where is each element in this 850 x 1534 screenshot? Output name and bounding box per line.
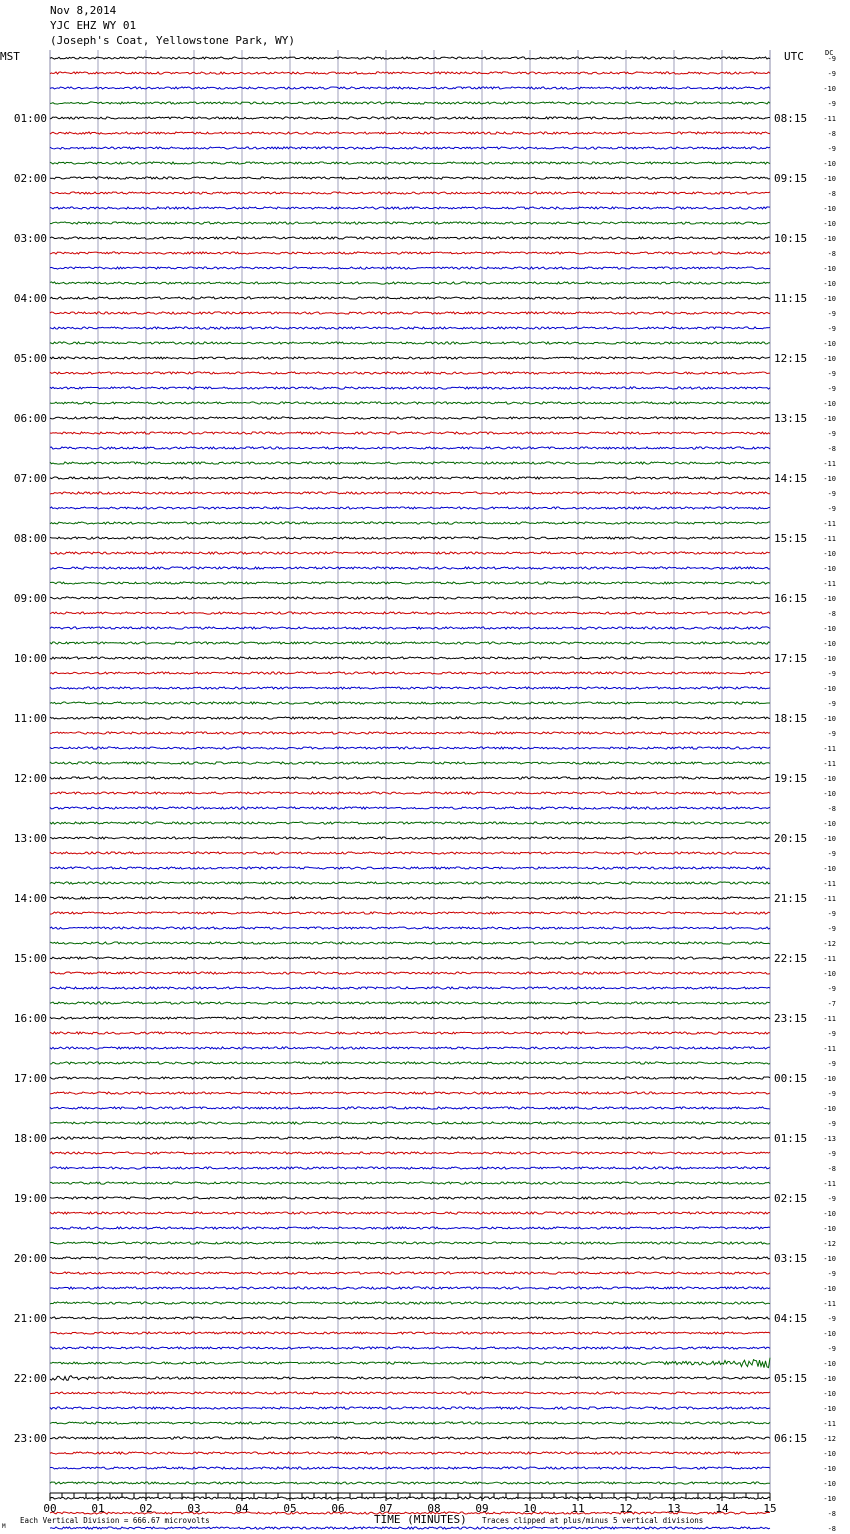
left-hour-label: 17:00 (13, 1072, 47, 1085)
right-hour-label: 01:15 (774, 1132, 808, 1145)
trace-row-21 (50, 372, 770, 374)
trace-row-71 (50, 1122, 770, 1124)
right-hour-label: 00:15 (774, 1072, 808, 1085)
clip-note: Traces clipped at plus/minus 5 vertical divisions (482, 1516, 704, 1525)
trace-row-20 (50, 357, 770, 359)
dc-offset-label: -10 (823, 160, 836, 168)
left-hour-label: 14:00 (13, 892, 47, 905)
dc-offset-label: -9 (827, 925, 836, 933)
dc-offset-label: -9 (827, 700, 836, 708)
dc-offset-label: -10 (823, 1465, 836, 1473)
dc-offset-label: -10 (823, 205, 836, 213)
trace-row-45 (50, 732, 770, 734)
dc-offset-label: -10 (823, 1075, 836, 1083)
right-hour-label: 05:15 (774, 1372, 808, 1385)
left-hour-label: 07:00 (13, 472, 47, 485)
dc-offset-label: -10 (823, 175, 836, 183)
dc-offset-label: -12 (823, 1240, 836, 1248)
trace-row-46 (50, 747, 770, 749)
left-axis-title: MST (0, 50, 20, 63)
left-hour-label: 02:00 (13, 172, 47, 185)
dc-offset-label: -9 (827, 985, 836, 993)
trace-row-2 (50, 87, 770, 89)
dc-offset-label: -12 (823, 940, 836, 948)
trace-row-36 (50, 597, 770, 599)
right-hour-label: 16:15 (774, 592, 808, 605)
trace-row-41 (50, 672, 770, 674)
trace-row-44 (50, 717, 770, 719)
trace-row-61 (50, 972, 770, 974)
right-hour-label: 22:15 (774, 952, 808, 965)
trace-row-76 (50, 1197, 770, 1199)
dc-offset-label: -10 (823, 355, 836, 363)
trace-row-62 (50, 987, 770, 989)
dc-offset-label: -11 (823, 1015, 836, 1023)
trace-row-35 (50, 582, 770, 584)
trace-row-92 (50, 1437, 770, 1439)
right-hour-label: 04:15 (774, 1312, 808, 1325)
dc-offset-label: -10 (823, 1330, 836, 1338)
dc-offset-label: -9 (827, 730, 836, 738)
trace-row-58 (50, 927, 770, 929)
trace-row-87 (50, 1358, 770, 1368)
recording-date: Nov 8,2014 (50, 4, 117, 17)
trace-row-47 (50, 762, 770, 764)
trace-row-30 (50, 507, 770, 509)
dc-offset-label: -9 (827, 1120, 836, 1128)
dc-offset-label: -10 (823, 280, 836, 288)
x-tick-label: 03 (187, 1502, 201, 1515)
dc-offset-label: -10 (823, 1495, 836, 1503)
dc-offset-label: -10 (823, 1375, 836, 1383)
dc-offset-label: -11 (823, 1045, 836, 1053)
trace-row-39 (50, 642, 770, 644)
trace-row-90 (50, 1407, 770, 1409)
trace-row-34 (50, 567, 770, 569)
left-hour-label: 13:00 (13, 832, 47, 845)
x-axis-label: TIME (MINUTES) (374, 1513, 467, 1526)
trace-row-57 (50, 912, 770, 914)
dc-offset-label: -9 (827, 1315, 836, 1323)
trace-row-32 (50, 537, 770, 539)
trace-row-23 (50, 402, 770, 404)
trace-row-77 (50, 1212, 770, 1214)
dc-offset-label: -10 (823, 655, 836, 663)
trace-row-56 (50, 897, 770, 899)
right-hour-label: 08:15 (774, 112, 808, 125)
dc-offset-label: -11 (823, 745, 836, 753)
left-hour-label: 21:00 (13, 1312, 47, 1325)
dc-offset-label: -8 (827, 1510, 836, 1518)
scale-note: Each Vertical Division = 666.67 microvolts (20, 1516, 210, 1525)
x-tick-label: 05 (283, 1502, 297, 1515)
trace-row-14 (50, 267, 770, 269)
dc-offset-label: -9 (827, 1090, 836, 1098)
trace-row-43 (50, 702, 770, 704)
right-hour-label: 13:15 (774, 412, 808, 425)
dc-offset-label: -10 (823, 565, 836, 573)
dc-offset-label: -10 (823, 625, 836, 633)
dc-offset-label: -10 (823, 1285, 836, 1293)
dc-offset-label: -9 (827, 1030, 836, 1038)
right-hour-label: 03:15 (774, 1252, 808, 1265)
trace-row-37 (50, 612, 770, 614)
dc-offset-label: -8 (827, 610, 836, 618)
trace-row-12 (50, 237, 770, 239)
trace-row-1 (50, 72, 770, 74)
right-hour-label: 02:15 (774, 1192, 808, 1205)
dc-offset-label: -9 (827, 670, 836, 678)
trace-row-49 (50, 792, 770, 794)
trace-row-84 (50, 1317, 770, 1319)
trace-row-98 (50, 1527, 770, 1529)
logo-mark: M (2, 1523, 6, 1530)
trace-row-67 (50, 1062, 770, 1064)
dc-offset-label: -9 (827, 310, 836, 318)
dc-offset-label: -10 (823, 685, 836, 693)
dc-offset-label: -10 (823, 865, 836, 873)
trace-row-42 (50, 687, 770, 689)
left-hour-label: 06:00 (13, 412, 47, 425)
dc-offset-label: -11 (823, 895, 836, 903)
dc-offset-label: -11 (823, 1180, 836, 1188)
trace-row-54 (50, 867, 770, 869)
trace-row-59 (50, 942, 770, 944)
left-hour-label: 19:00 (13, 1192, 47, 1205)
trace-row-73 (50, 1152, 770, 1154)
x-tick-label: 01 (91, 1502, 105, 1515)
right-hour-label: 09:15 (774, 172, 808, 185)
trace-row-75 (50, 1182, 770, 1184)
dc-offset-label: -10 (823, 475, 836, 483)
dc-offset-label: -10 (823, 595, 836, 603)
right-hour-label: 15:15 (774, 532, 808, 545)
trace-row-80 (50, 1257, 770, 1259)
dc-offset-label: -9 (827, 505, 836, 513)
trace-row-19 (50, 342, 770, 344)
dc-offset-label: -10 (823, 235, 836, 243)
station-id: YJC EHZ WY 01 (50, 19, 137, 32)
left-hour-label: 15:00 (13, 952, 47, 965)
trace-row-40 (50, 657, 770, 659)
right-hour-label: 23:15 (774, 1012, 808, 1025)
dc-offset-label: -11 (823, 760, 836, 768)
trace-row-6 (50, 147, 770, 149)
trace-row-31 (50, 522, 770, 524)
dc-offset-label: -10 (823, 715, 836, 723)
dc-offset-label: -13 (823, 1135, 836, 1143)
dc-label: DC (825, 49, 834, 57)
dc-offset-label: -9 (827, 1345, 836, 1353)
right-hour-label: 10:15 (774, 232, 808, 245)
dc-offset-label: -9 (827, 1270, 836, 1278)
dc-offset-label: -10 (823, 820, 836, 828)
left-hour-label: 08:00 (13, 532, 47, 545)
seismic-traces (50, 57, 770, 1534)
left-hour-label: 10:00 (13, 652, 47, 665)
dc-offset-label: -10 (823, 1255, 836, 1263)
right-hour-label: 21:15 (774, 892, 808, 905)
dc-offset-label: -9 (827, 910, 836, 918)
trace-row-17 (50, 312, 770, 314)
dc-offset-label: -10 (823, 1480, 836, 1488)
left-hour-label: 04:00 (13, 292, 47, 305)
dc-offset-label: -9 (827, 385, 836, 393)
trace-row-24 (50, 417, 770, 419)
trace-row-79 (50, 1242, 770, 1244)
left-hour-label: 16:00 (13, 1012, 47, 1025)
left-hour-label: 12:00 (13, 772, 47, 785)
dc-offset-label: -10 (823, 340, 836, 348)
dc-offset-label: -8 (827, 1525, 836, 1533)
trace-row-85 (50, 1332, 770, 1334)
trace-row-64 (50, 1017, 770, 1019)
dc-offset-label: -8 (827, 805, 836, 813)
right-hour-label: 18:15 (774, 712, 808, 725)
trace-row-18 (50, 327, 770, 329)
dc-offset-label: -9 (827, 100, 836, 108)
trace-row-63 (50, 1002, 770, 1004)
right-hour-label: 19:15 (774, 772, 808, 785)
x-tick-label: 11 (571, 1502, 585, 1515)
dc-offset-label: -10 (823, 640, 836, 648)
dc-offset-label: -10 (823, 550, 836, 558)
trace-row-8 (50, 177, 770, 179)
trace-row-26 (50, 447, 770, 449)
x-tick-label: 00 (43, 1502, 57, 1515)
dc-offset-label: -11 (823, 460, 836, 468)
trace-row-81 (50, 1272, 770, 1274)
trace-row-53 (50, 852, 770, 854)
left-hour-label: 22:00 (13, 1372, 47, 1385)
trace-row-70 (50, 1107, 770, 1109)
trace-row-74 (50, 1167, 770, 1169)
dc-offset-label: -10 (823, 85, 836, 93)
dc-offset-label: -11 (823, 1300, 836, 1308)
dc-offset-label: -9 (827, 70, 836, 78)
trace-row-10 (50, 207, 770, 209)
dc-offset-label: -7 (827, 1000, 836, 1008)
dc-offset-label: -9 (827, 850, 836, 858)
dc-offset-label: -9 (827, 1060, 836, 1068)
x-tick-label: 13 (667, 1502, 681, 1515)
dc-offset-label: -9 (827, 430, 836, 438)
x-tick-label: 04 (235, 1502, 249, 1515)
dc-offset-label: -9 (827, 490, 836, 498)
trace-row-33 (50, 552, 770, 554)
trace-row-65 (50, 1032, 770, 1034)
left-hour-label: 09:00 (13, 592, 47, 605)
station-location: (Joseph's Coat, Yellowstone Park, WY) (50, 34, 296, 47)
dc-offset-label: -10 (823, 265, 836, 273)
trace-row-9 (50, 192, 770, 194)
dc-offset-label: -9 (827, 1195, 836, 1203)
right-hour-label: 20:15 (774, 832, 808, 845)
dc-offset-label: -8 (827, 445, 836, 453)
dc-offset-label: -11 (823, 535, 836, 543)
dc-offset-label: -11 (823, 115, 836, 123)
dc-offset-label: -11 (823, 520, 836, 528)
trace-row-15 (50, 282, 770, 284)
dc-offset-label: -9 (827, 55, 836, 63)
trace-row-38 (50, 627, 770, 629)
trace-row-69 (50, 1092, 770, 1094)
dc-offset-label: -10 (823, 970, 836, 978)
dc-offset-label: -10 (823, 415, 836, 423)
trace-row-66 (50, 1047, 770, 1049)
dc-offset-label: -9 (827, 325, 836, 333)
dc-offset-label: -10 (823, 295, 836, 303)
dc-offset-label: -11 (823, 955, 836, 963)
trace-row-25 (50, 432, 770, 434)
dc-offset-label: -11 (823, 880, 836, 888)
dc-offset-label: -9 (827, 370, 836, 378)
dc-offset-label: -9 (827, 1150, 836, 1158)
x-tick-label: 06 (331, 1502, 345, 1515)
dc-offset-label: -8 (827, 130, 836, 138)
dc-offset-label: -10 (823, 220, 836, 228)
x-tick-label: 02 (139, 1502, 153, 1515)
trace-row-91 (50, 1422, 770, 1424)
trace-row-7 (50, 162, 770, 164)
trace-row-86 (50, 1347, 770, 1349)
dc-offset-label: -10 (823, 1225, 836, 1233)
trace-row-28 (50, 477, 770, 479)
x-tick-label: 08 (427, 1502, 441, 1515)
trace-row-68 (50, 1077, 770, 1079)
dc-offset-label: -10 (823, 1450, 836, 1458)
trace-row-0 (50, 57, 770, 59)
trace-row-5 (50, 132, 770, 134)
right-axis-title: UTC (784, 50, 804, 63)
trace-row-55 (50, 882, 770, 884)
trace-row-29 (50, 492, 770, 494)
trace-row-3 (50, 102, 770, 104)
dc-offset-label: -10 (823, 775, 836, 783)
trace-row-50 (50, 807, 770, 809)
dc-offset-label: -12 (823, 1435, 836, 1443)
left-hour-label: 01:00 (13, 112, 47, 125)
trace-row-13 (50, 252, 770, 254)
trace-row-89 (50, 1392, 770, 1394)
right-hour-label: 06:15 (774, 1432, 808, 1445)
left-hour-label: 11:00 (13, 712, 47, 725)
trace-row-60 (50, 957, 770, 959)
left-hour-label: 23:00 (13, 1432, 47, 1445)
left-hour-label: 03:00 (13, 232, 47, 245)
trace-row-52 (50, 837, 770, 839)
x-tick-label: 14 (715, 1502, 729, 1515)
right-hour-label: 14:15 (774, 472, 808, 485)
trace-row-93 (50, 1452, 770, 1454)
trace-row-11 (50, 222, 770, 224)
x-tick-label: 10 (523, 1502, 537, 1515)
dc-offset-label: -10 (823, 835, 836, 843)
dc-offset-label: -10 (823, 400, 836, 408)
trace-row-22 (50, 387, 770, 389)
dc-offset-label: -10 (823, 790, 836, 798)
x-tick-label: 12 (619, 1502, 633, 1515)
dc-offset-label: -10 (823, 1210, 836, 1218)
trace-row-48 (50, 777, 770, 779)
trace-row-4 (50, 117, 770, 119)
right-hour-label: 11:15 (774, 292, 808, 305)
trace-row-83 (50, 1302, 770, 1304)
dc-offset-label: -10 (823, 1105, 836, 1113)
dc-offset-label: -10 (823, 1390, 836, 1398)
trace-row-82 (50, 1287, 770, 1289)
trace-row-94 (50, 1467, 770, 1469)
left-hour-label: 20:00 (13, 1252, 47, 1265)
dc-offset-label: -11 (823, 1420, 836, 1428)
dc-offset-label: -8 (827, 190, 836, 198)
x-tick-label: 07 (379, 1502, 393, 1515)
x-tick-label: 09 (475, 1502, 489, 1515)
x-tick-label: 15 (763, 1502, 777, 1515)
trace-row-27 (50, 462, 770, 464)
axis-labels (14, 55, 836, 1534)
dc-offset-label: -9 (827, 145, 836, 153)
right-hour-label: 12:15 (774, 352, 808, 365)
dc-offset-label: -8 (827, 250, 836, 258)
trace-row-95 (50, 1482, 770, 1484)
left-hour-label: 05:00 (13, 352, 47, 365)
dc-offset-label: -10 (823, 1405, 836, 1413)
right-hour-label: 17:15 (774, 652, 808, 665)
dc-offset-label: -10 (823, 1360, 836, 1368)
trace-row-16 (50, 297, 770, 299)
dc-offset-label: -11 (823, 580, 836, 588)
trace-row-78 (50, 1227, 770, 1229)
dc-offset-label: -8 (827, 1165, 836, 1173)
trace-row-72 (50, 1137, 770, 1139)
trace-row-51 (50, 822, 770, 824)
left-hour-label: 18:00 (13, 1132, 47, 1145)
trace-row-88 (50, 1376, 770, 1381)
